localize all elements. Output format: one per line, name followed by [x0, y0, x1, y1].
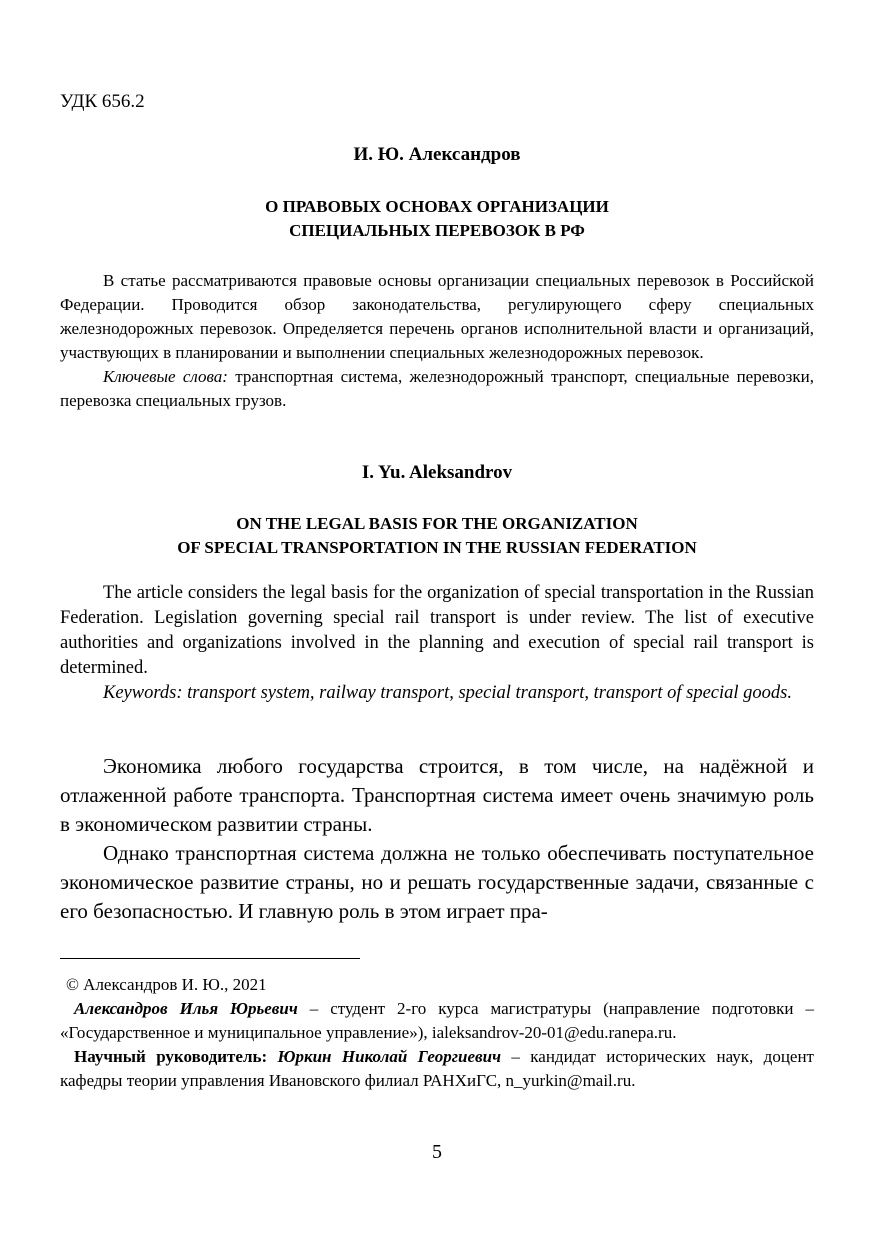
abstract-ru — [60, 269, 814, 413]
advisor-footnote-label: Научный руководитель: — [74, 1047, 268, 1066]
advisor-footnote-info: – кандидат исторических наук, доцент кафедры теории управления Ивановского филиал РАНХиГС, n_yurkin@mail.ru. — [60, 1047, 814, 1090]
keywords-ru-text: транспортная система, железнодорожный транспорт, специальные перевозки, перевозка специальных грузов. — [60, 367, 814, 410]
title-ru — [60, 195, 814, 243]
page-number: 5 — [432, 1141, 442, 1163]
author-ru: И. Ю. Александров — [353, 144, 521, 165]
abstract-ru-text: В статье рассматриваются правовые основы организации специальных перевозок в Российской Федерации. Проводится обзор законодательства, регулирующего сферу специальных железнодорожных перевозок. Определяется перечень органов исполнительной власти и организаций, участвующих в планировании и выполнении специальных железнодорожных перевозок. — [60, 271, 814, 362]
body-paragraph-1: Экономика любого государства строится, в том числе, на надёжной и отлаженной работе транспорта. Транспортная система имеет очень значимую роль в экономическом развитии страны. — [60, 754, 814, 836]
title-en — [60, 512, 814, 560]
title-en-line1: ON THE LEGAL BASIS FOR THE ORGANIZATION — [236, 514, 638, 533]
abstract-en — [60, 581, 814, 706]
author-footnote — [60, 997, 814, 1045]
copyright-line: © Александров И. Ю., 2021 — [66, 975, 267, 994]
title-ru-line1: О ПРАВОВЫХ ОСНОВАХ ОРГАНИЗАЦИИ — [265, 197, 609, 216]
keywords-ru — [60, 365, 814, 413]
advisor-footnote — [60, 1045, 814, 1093]
footnotes — [60, 973, 814, 1093]
body-paragraph-2: Однако транспортная система должна не только обеспечивать поступательное экономическое развитие страны, но и решать государственные задачи, связанные с его безопасностью. И главную роль в этом играет пра- — [60, 841, 814, 923]
author-en: I. Yu. Aleksandrov — [361, 462, 513, 483]
advisor-footnote-name: Юркин Николай Георгиевич — [267, 1047, 501, 1066]
body-text — [60, 752, 814, 926]
title-en-line2: OF SPECIAL TRANSPORTATION IN THE RUSSIAN FEDERATION — [177, 538, 697, 557]
keywords-en-text: Keywords: transport system, railway transport, special transport, transport of special goods. — [103, 683, 792, 703]
keywords-ru-label: Ключевые слова: — [103, 367, 228, 386]
footnote-divider — [60, 958, 360, 959]
abstract-en-text: The article considers the legal basis for the organization of special transportation in the Russian Federation. Legislation governing special rail transport is under review. The list of executive authorities and organizations involved in the planning and execution of special rail transport is determined. — [60, 583, 814, 678]
author-footnote-name: Александров Илья Юрьевич — [74, 999, 298, 1018]
udk-code: УДК 656.2 — [60, 91, 145, 112]
title-ru-line2: СПЕЦИАЛЬНЫХ ПЕРЕВОЗОК В РФ — [289, 221, 585, 240]
keywords-en — [60, 681, 814, 706]
author-footnote-info: – студент 2-го курса магистратуры (направление подготовки – «Государственное и муниципальное управление»), ialeksandrov-20-01@edu.ranepa.ru. — [60, 999, 814, 1042]
